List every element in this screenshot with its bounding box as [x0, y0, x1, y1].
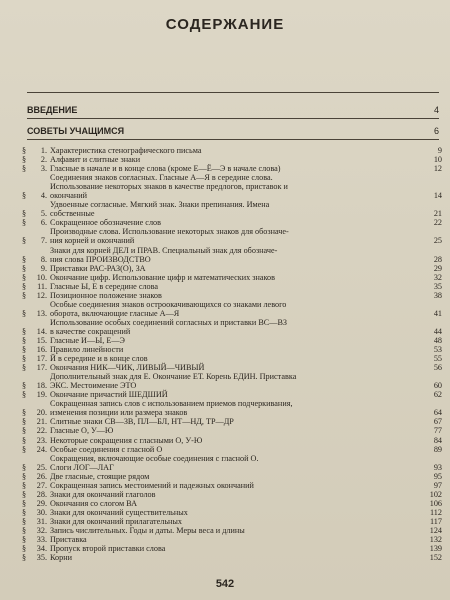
entry-title — [50, 363, 418, 372]
section-symbol: § — [22, 507, 27, 517]
entry-number: 9. — [40, 263, 47, 273]
entry-title — [50, 526, 418, 535]
entry-title — [50, 508, 418, 517]
entry-number: 20. — [36, 408, 47, 418]
entry-title-line: Характеристика стенографического письма — [50, 146, 202, 155]
section-symbol: § — [22, 272, 27, 282]
entry-title-line: Сокращенная запись слов с использованием приемов подчеркивания, — [50, 399, 293, 409]
entry-number: 17. — [36, 363, 47, 373]
section-symbol: § — [22, 218, 27, 228]
toc-entry — [22, 481, 442, 490]
entry-number: 26. — [36, 471, 47, 481]
entry-number: 6. — [40, 218, 47, 228]
entry-page: 84 — [433, 435, 442, 445]
section-symbol: § — [22, 408, 27, 418]
section-symbol: § — [22, 354, 27, 364]
entry-title-line: Гласные О, У—Ю — [50, 426, 114, 436]
section-symbol: § — [22, 516, 27, 526]
entry-title — [50, 354, 418, 363]
section-label: ВВЕДЕНИЕ — [27, 105, 78, 115]
entry-number: 30. — [36, 507, 47, 517]
entry-page: 41 — [433, 308, 442, 318]
entry-title-line: ния корней и окончаний — [50, 236, 135, 246]
entry-number: 4. — [40, 191, 47, 201]
entry-page: 117 — [430, 516, 442, 526]
entry-title-line: Й в середине и в конце слов — [50, 354, 148, 364]
section-page: 4 — [433, 105, 439, 115]
section-symbol: § — [22, 191, 27, 201]
entry-title — [50, 535, 418, 544]
entry-page: 112 — [430, 507, 442, 517]
entry-title-line: изменения позиции или размера знаков — [50, 408, 188, 418]
entry-title — [50, 472, 418, 481]
toc-entry — [22, 553, 442, 562]
entry-title-line: Производные слова. Использование некоторых знаков для обозначе- — [50, 227, 289, 237]
section-symbol: § — [22, 146, 27, 155]
section-symbol: § — [22, 498, 27, 508]
entry-title-line: Сокращения, включающие особые соединения с гласной О. — [50, 453, 259, 463]
entry-title-line: Особые соединения с гласной О — [50, 444, 163, 454]
entry-title — [50, 490, 418, 499]
divider — [27, 92, 439, 93]
entry-title — [50, 345, 418, 354]
section-symbol: § — [22, 544, 27, 554]
section-symbol: § — [22, 290, 27, 300]
entry-title-line: Знаки для окончаний прилагательных — [50, 516, 183, 526]
toc-entry — [22, 445, 442, 454]
entry-number: 31. — [36, 516, 47, 526]
entry-title — [50, 445, 418, 454]
section-symbol: § — [22, 335, 27, 345]
toc-entry — [22, 282, 442, 291]
section-label: СОВЕТЫ УЧАЩИМСЯ — [27, 126, 125, 136]
entry-page: 152 — [429, 553, 442, 563]
entry-title-line: Окончание цифр. Использование цифр и математических знаков — [50, 272, 276, 282]
section-symbol: § — [22, 525, 27, 535]
entry-title-line: Знаки для окончаний существительных — [50, 507, 188, 517]
entry-title-line: Гласные И—Ы, Е—Э — [50, 335, 125, 345]
toc-entry — [22, 517, 442, 526]
section-symbol: § — [22, 209, 27, 219]
toc-entry — [22, 390, 442, 399]
entry-page: 12 — [433, 164, 442, 174]
entry-page: 56 — [433, 363, 442, 373]
section-symbol: § — [22, 435, 27, 445]
section-symbol: § — [22, 155, 27, 165]
toc-entry — [22, 508, 442, 517]
entry-page: 14 — [433, 191, 442, 201]
entry-number: 3. — [40, 164, 47, 174]
section-symbol: § — [22, 480, 27, 490]
toc-entry — [22, 173, 442, 200]
entry-title — [50, 273, 418, 282]
toc-entry — [22, 454, 442, 472]
section-symbol: § — [22, 426, 27, 436]
entry-page: 28 — [433, 254, 442, 264]
entry-page: 67 — [433, 417, 442, 427]
entry-title-line: окончаний — [50, 191, 88, 201]
toc-entry — [22, 363, 442, 372]
toc-entry — [22, 426, 442, 435]
entry-title — [50, 454, 418, 472]
entry-page: 139 — [429, 544, 442, 554]
toc-entry — [22, 436, 442, 445]
entry-title-line: Некоторые сокращения с гласными О, У-Ю — [50, 435, 203, 445]
entry-page: 53 — [433, 345, 442, 355]
entry-number: 34. — [36, 544, 47, 554]
section-symbol: § — [22, 345, 27, 355]
entry-title-line: Пропуск второй приставки слова — [50, 544, 166, 554]
entry-title-line: Окончание причастий ШЕДШИЙ — [50, 390, 168, 400]
entry-number: 25. — [36, 462, 47, 472]
section-introduction — [27, 105, 439, 115]
entry-page: 32 — [433, 272, 442, 282]
section-symbol: § — [22, 263, 27, 273]
entry-number: 12. — [36, 290, 47, 300]
entry-page: 10 — [433, 155, 442, 165]
entry-number: 14. — [36, 326, 47, 336]
entry-title — [50, 246, 418, 264]
entry-title — [50, 300, 418, 318]
toc-entry — [22, 490, 442, 499]
section-symbol: § — [22, 390, 27, 400]
entry-title-line: Запись числительных. Годы и даты. Меры веса и длины — [50, 525, 245, 535]
entry-number: 8. — [40, 254, 47, 264]
section-page: 6 — [433, 126, 439, 136]
entry-title-line: Алфавит и слитные знаки — [50, 155, 141, 165]
entry-title-line: Удвоенные согласные. Мягкий знак. Знаки препинания. Имена — [50, 200, 270, 210]
section-symbol: § — [22, 417, 27, 427]
toc-entry — [22, 499, 442, 508]
entry-title — [50, 155, 418, 164]
entry-number: 28. — [36, 489, 47, 499]
entry-title-line: Использование особых соединений согласных и приставки ВС—ВЗ — [50, 317, 288, 327]
section-symbol: § — [22, 326, 27, 336]
entry-page: 102 — [429, 489, 442, 499]
section-symbol: § — [22, 164, 27, 174]
entry-title — [50, 481, 418, 490]
entry-title-line: Окончания НИК—ЧИК, ЛИВЫЙ—ЧИВЫЙ — [50, 363, 205, 373]
entry-title — [50, 264, 418, 273]
section-symbol: § — [22, 236, 27, 246]
entry-number: 35. — [36, 553, 47, 563]
entry-title — [50, 291, 418, 300]
entry-page: 35 — [433, 281, 442, 291]
entry-title-line: Приставка — [50, 535, 87, 545]
entry-page: 95 — [433, 471, 442, 481]
entry-title-line: Знаки для окончаний глаголов — [50, 489, 156, 499]
entry-title-line: собственные — [50, 209, 95, 219]
entry-page: 55 — [433, 354, 442, 364]
entry-title-line: Знаки для корней ДЕЛ и ПРАВ. Специальный знак для обозначе- — [50, 245, 278, 255]
entry-number: 33. — [36, 535, 47, 545]
section-symbol: § — [22, 489, 27, 499]
entry-page: 48 — [433, 335, 442, 345]
entry-title-line: Слитные знаки СВ—ЗВ, ПЛ—БЛ, НТ—НД, ТР—ДР — [50, 417, 234, 427]
entry-title-line: Дополнительный знак для Е. Окончание ЕТ. Корень ЕДИН. Приставка — [50, 372, 297, 382]
divider — [27, 139, 439, 140]
toc-entry — [22, 246, 442, 264]
entry-title-line: в качестве сокращений — [50, 326, 131, 336]
entry-title-line: Две гласные, стоящие рядом — [50, 471, 150, 481]
toc-entry — [22, 472, 442, 481]
entry-number: 15. — [36, 335, 47, 345]
entry-page: 29 — [433, 263, 442, 273]
toc-entry — [22, 155, 442, 164]
section-symbol: § — [22, 553, 27, 563]
section-symbol: § — [22, 254, 27, 264]
entry-title — [50, 553, 418, 562]
entry-title — [50, 282, 418, 291]
toc-entry — [22, 345, 442, 354]
section-advice — [27, 126, 439, 136]
toc-entry — [22, 146, 442, 155]
entry-title — [50, 146, 418, 155]
toc-entry — [22, 273, 442, 282]
section-symbol: § — [22, 281, 27, 291]
entry-page: 25 — [433, 236, 442, 246]
entry-title-line: ния слова ПРОИЗВОДСТВО — [50, 254, 151, 264]
entry-title-line: Гласные в начале и в конце слова (кроме Е—Ё—Э в начале слова) — [50, 164, 281, 174]
section-symbol: § — [22, 444, 27, 454]
toc-entry — [22, 544, 442, 553]
entry-title-line: Сокращенное обозначение слов — [50, 218, 161, 228]
entry-number: 11. — [37, 281, 47, 291]
entry-page: 106 — [429, 498, 442, 508]
entry-title — [50, 173, 418, 200]
entry-page: 124 — [429, 525, 442, 535]
toc-entry — [22, 526, 442, 535]
entry-title-line: ЭКС. Местоимение ЭТО — [50, 381, 137, 391]
entry-page: 9 — [437, 146, 442, 155]
section-symbol: § — [22, 471, 27, 481]
entry-number: 21. — [36, 417, 47, 427]
entry-title-line: оборота, включающие гласные А—Я — [50, 308, 180, 318]
toc-entry — [22, 164, 442, 173]
entry-title-line: Правило линейности — [50, 345, 124, 355]
page-title: СОДЕРЖАНИЕ — [165, 16, 285, 33]
entry-page: 60 — [433, 381, 442, 391]
entry-title — [50, 164, 418, 173]
entry-title-line: Слоги ЛОГ—ЛАГ — [50, 462, 114, 472]
entry-title — [50, 544, 418, 553]
entry-number: 24. — [36, 444, 47, 454]
entry-number: 2. — [40, 155, 47, 165]
entry-page: 21 — [433, 209, 442, 219]
toc-entry — [22, 535, 442, 544]
entry-title-line: Сокращенная запись местоимений и падежных окончаний — [50, 480, 254, 490]
entry-number: 10. — [36, 272, 47, 282]
entry-title — [50, 390, 418, 399]
toc-entry — [22, 291, 442, 300]
entry-page: 93 — [433, 462, 442, 472]
section-symbol: § — [22, 308, 27, 318]
entry-title — [50, 318, 418, 336]
entry-page: 97 — [433, 480, 442, 490]
entry-number: 23. — [36, 435, 47, 445]
section-symbol: § — [22, 381, 27, 391]
entry-page: 44 — [433, 326, 442, 336]
divider — [27, 118, 439, 119]
toc-entry — [22, 372, 442, 390]
entry-number: 29. — [36, 498, 47, 508]
entry-title — [50, 436, 418, 445]
entry-title — [50, 200, 418, 218]
entry-title-line: Приставки РАС-РАЗ(О), ЗА — [50, 263, 146, 273]
toc-entry — [22, 227, 442, 245]
entry-number: 19. — [36, 390, 47, 400]
entry-title-line: Гласные Ы, Е в середине слова — [50, 281, 159, 291]
section-symbol: § — [22, 535, 27, 545]
entry-number: 16. — [36, 345, 47, 355]
entry-title — [50, 372, 418, 390]
entry-page: 22 — [433, 218, 442, 228]
entry-page: 38 — [433, 290, 442, 300]
entry-number: 27. — [36, 480, 47, 490]
toc-entry — [22, 417, 442, 426]
entry-title — [50, 399, 418, 417]
entry-page: 89 — [433, 444, 442, 454]
entry-title-line: Корни — [50, 553, 73, 563]
entry-page: 64 — [433, 408, 442, 418]
page-number: 542 — [215, 578, 235, 590]
toc-entry — [22, 399, 442, 417]
entry-page: 77 — [433, 426, 442, 436]
entry-title — [50, 336, 418, 345]
entry-number: 7. — [40, 236, 47, 246]
toc-entry — [22, 200, 442, 218]
entry-title — [50, 426, 418, 435]
entry-number: 1. — [40, 146, 47, 155]
entry-number: 17. — [36, 354, 47, 364]
entry-page: 62 — [433, 390, 442, 400]
section-symbol: § — [22, 462, 27, 472]
entry-number: 13. — [36, 308, 47, 318]
toc-entry — [22, 218, 442, 227]
section-symbol: § — [22, 363, 27, 373]
toc-entry — [22, 336, 442, 345]
toc-entry — [22, 318, 442, 336]
toc-entries — [22, 146, 442, 562]
entry-number: 22. — [36, 426, 47, 436]
entry-title — [50, 517, 418, 526]
entry-number: 5. — [40, 209, 47, 219]
entry-title — [50, 499, 418, 508]
entry-title-line: Особые соединения знаков остроокачивающихся со знаками левого — [50, 299, 287, 309]
toc-entry — [22, 300, 442, 318]
toc-entry — [22, 264, 442, 273]
entry-title-line: Использование некоторых знаков в качестве предлогов, приставок и — [50, 182, 288, 192]
entry-title-line: Окончания со слогом ВА — [50, 498, 138, 508]
entry-title — [50, 227, 418, 245]
entry-number: 18. — [36, 381, 47, 391]
entry-title-line: Соединения знаков согласных. Гласные А—Я в середине слова. — [50, 173, 273, 183]
entry-page: 132 — [429, 535, 442, 545]
entry-title — [50, 417, 418, 426]
entry-number: 32. — [36, 525, 47, 535]
entry-title-line: Позиционное положение знаков — [50, 290, 162, 300]
entry-title — [50, 218, 418, 227]
toc-entry — [22, 354, 442, 363]
